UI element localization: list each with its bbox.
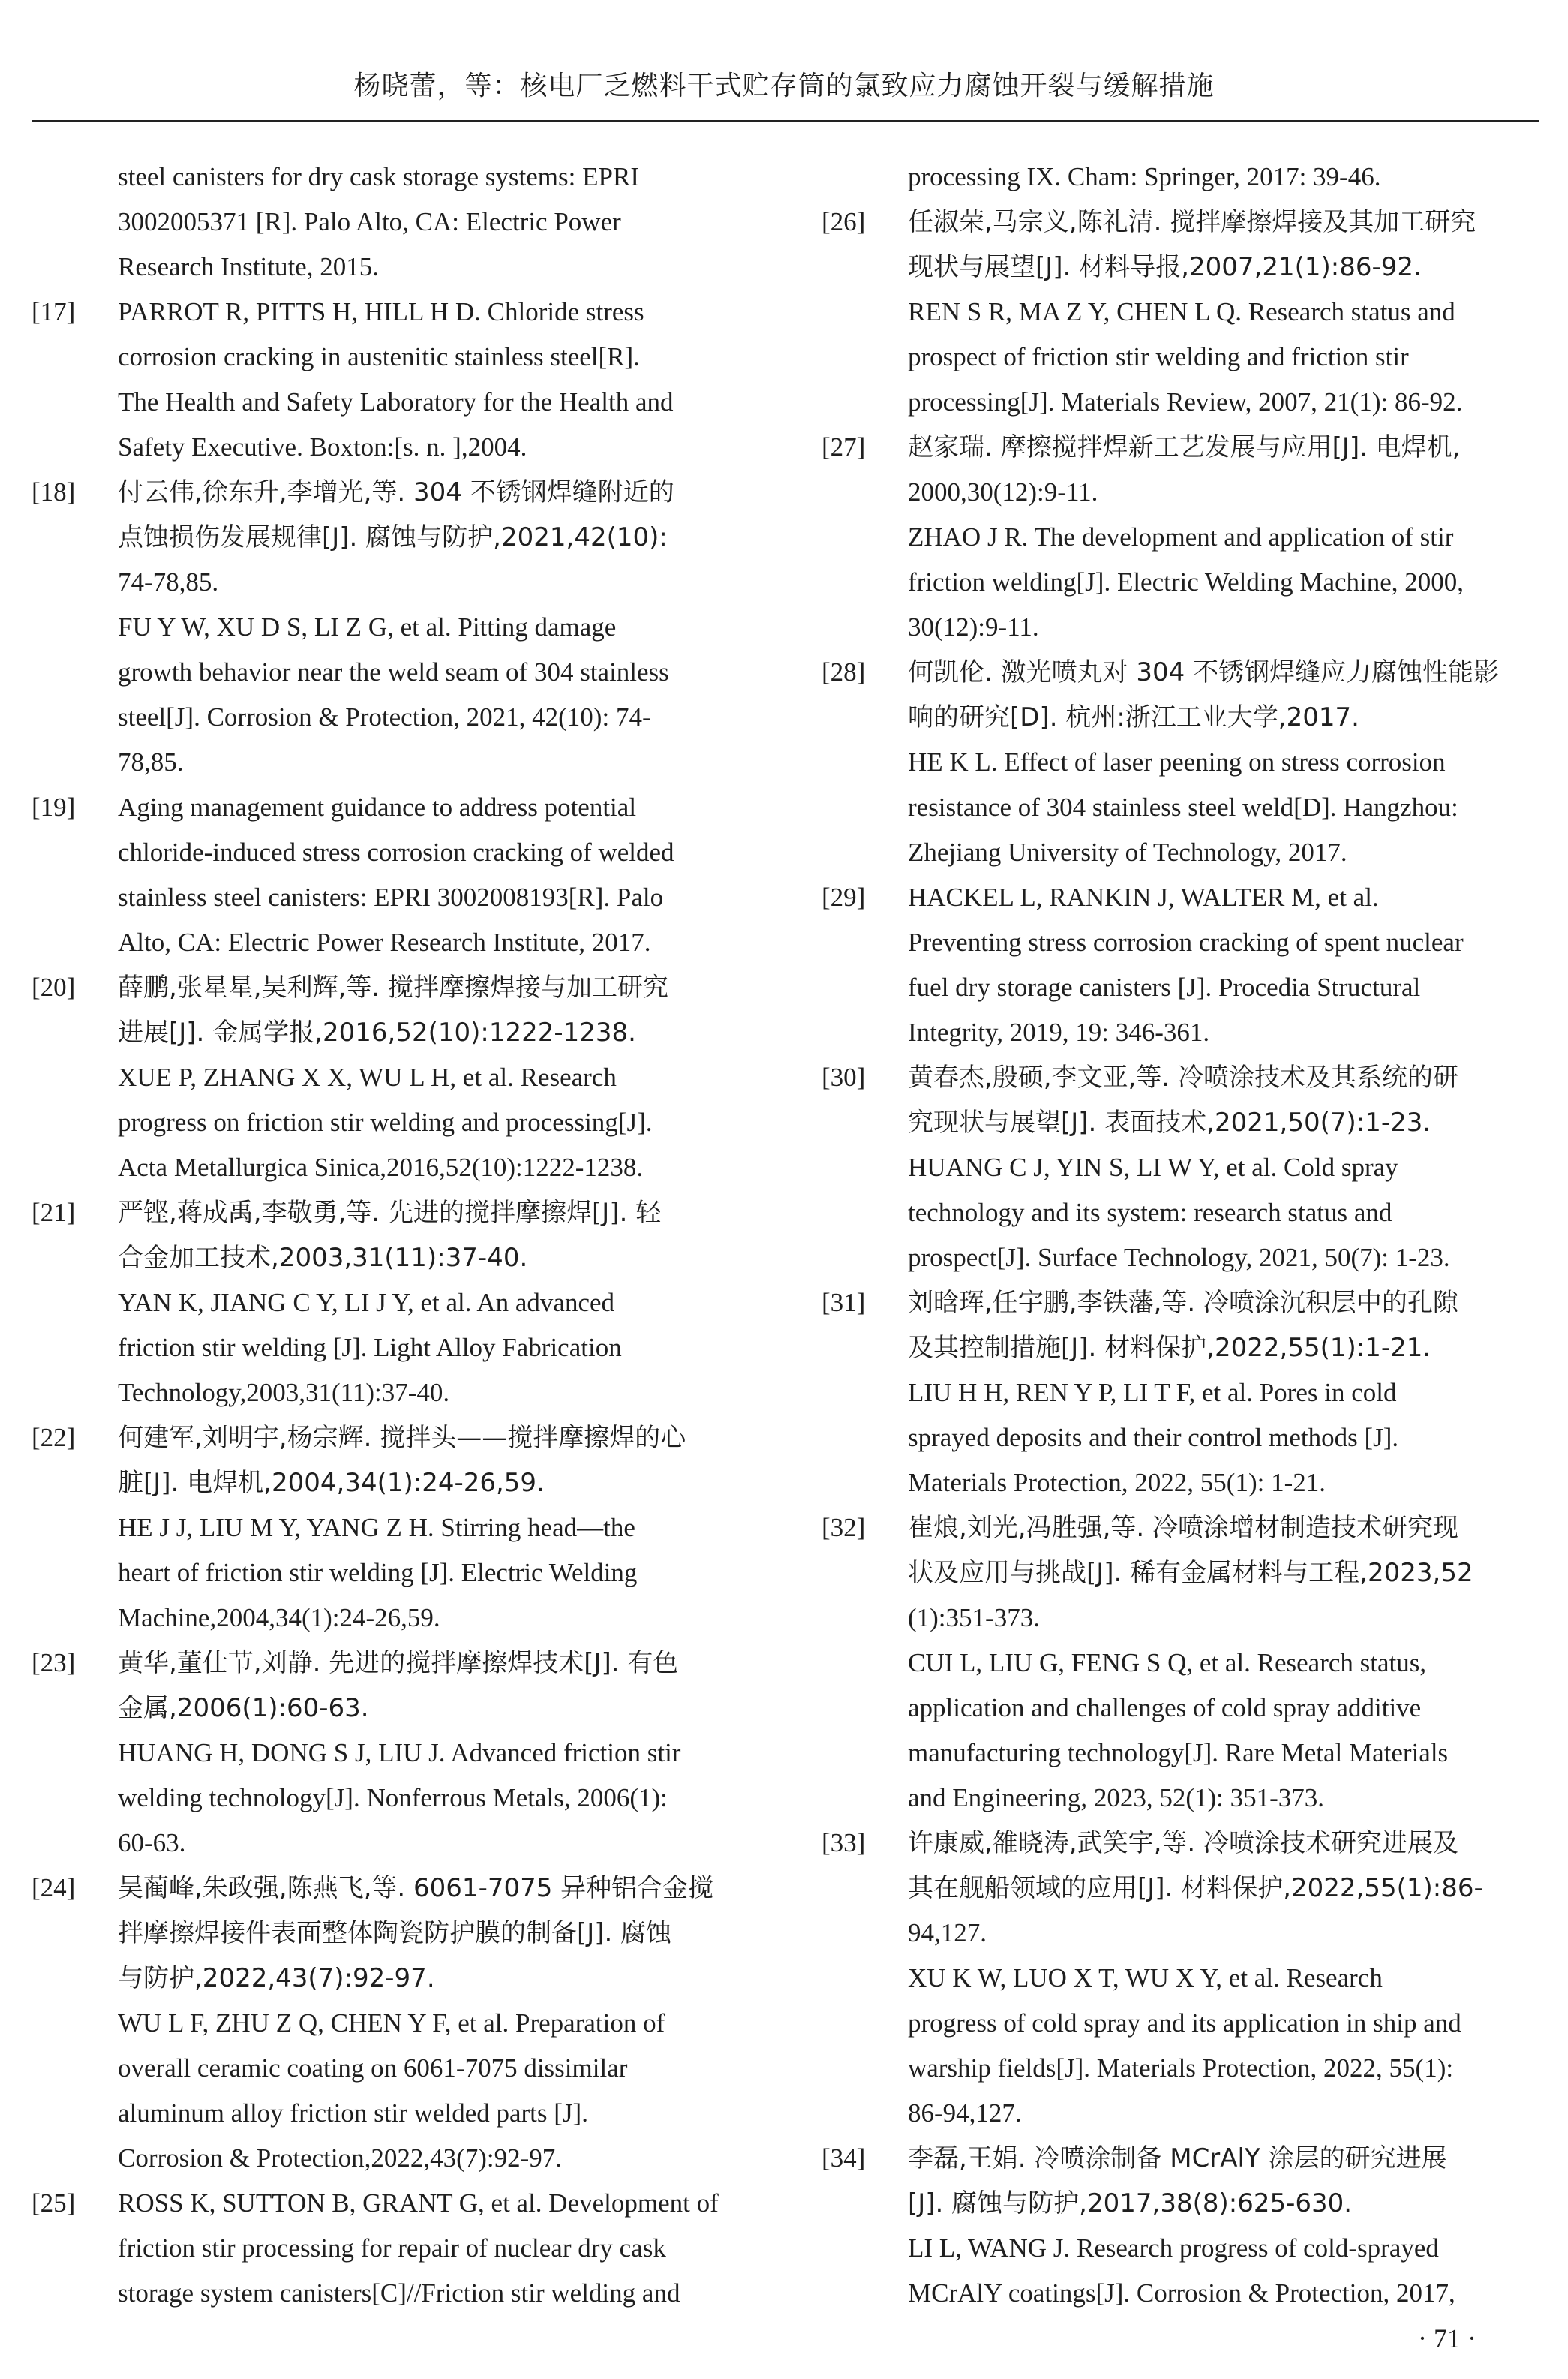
reference-entry [822, 875, 1568, 1055]
reference-line: progress of cold spray and its application in ship and [908, 2008, 1461, 2038]
reference-line: (1):351-373. [908, 1603, 1040, 1632]
running-header: 杨晓蕾，等：核电厂乏燃料干式贮存筒的氯致应力腐蚀开裂与缓解措施 [353, 71, 1215, 101]
reference-line: Zhejiang University of Technology, 2017. [908, 838, 1347, 867]
reference-line: 78,85. [118, 747, 184, 777]
reference-line: 及其控制措施[J]. 材料保护,2022,55(1):1-21. [908, 1333, 1431, 1363]
reference-number: [17] [32, 297, 76, 326]
reference-line: 脏[J]. 电焊机,2004,34(1):24-26,59. [118, 1468, 545, 1498]
reference-line: 与防护,2022,43(7):92-97. [118, 1963, 435, 1993]
reference-line: 拌摩擦焊接件表面整体陶瓷防护膜的制备[J]. 腐蚀 [118, 1918, 672, 1948]
reference-entry [32, 470, 792, 785]
reference-line: HUANG C J, YIN S, LI W Y, et al. Cold spray [908, 1153, 1398, 1182]
reference-line: 现状与展望[J]. 材料导报,2007,21(1):86-92. [908, 252, 1422, 282]
reference-line: HE K L. Effect of laser peening on stress corrosion [908, 747, 1446, 777]
reference-line: Corrosion & Protection,2022,43(7):92-97. [118, 2143, 563, 2173]
reference-line: resistance of 304 stainless steel weld[D]. Hangzhou: [908, 792, 1458, 822]
reference-number: [20] [32, 973, 76, 1002]
reference-line: fuel dry storage canisters [J]. Procedia Structural [908, 973, 1421, 1002]
reference-line: 点蚀损伤发展规律[J]. 腐蚀与防护,2021,42(10): [118, 522, 668, 552]
reference-line: growth behavior near the weld seam of 304 stainless [118, 657, 669, 687]
reference-entry [822, 200, 1568, 425]
reference-line: FU Y W, XU D S, LI Z G, et al. Pitting damage [118, 612, 617, 642]
reference-line: 严铿,蒋成禹,李敬勇,等. 先进的搅拌摩擦焊[J]. 轻 [118, 1198, 662, 1228]
reference-entry [32, 785, 792, 965]
reference-entry [32, 965, 792, 1190]
reference-line: Materials Protection, 2022, 55(1): 1-21. [908, 1468, 1326, 1497]
reference-entry [32, 155, 792, 290]
reference-entry [822, 1821, 1568, 2136]
reference-number: [28] [822, 657, 866, 687]
reference-line: 许康威,雒晓涛,武笑宇,等. 冷喷涂技术研究进展及 [908, 1828, 1459, 1858]
reference-entry [32, 1190, 792, 1415]
reference-column-left [32, 155, 792, 2316]
reference-column-right [822, 155, 1568, 2316]
reference-number: [26] [822, 207, 866, 236]
reference-line: HACKEL L, RANKIN J, WALTER M, et al. [908, 883, 1379, 912]
reference-entry [32, 1415, 792, 1641]
reference-line: 金属,2006(1):60-63. [118, 1693, 369, 1723]
reference-line: 何建军,刘明宇,杨宗辉. 搅拌头——搅拌摩擦焊的心 [118, 1423, 686, 1453]
reference-entry [32, 1866, 792, 2181]
reference-entry [822, 1055, 1568, 1280]
reference-line: stainless steel canisters: EPRI 3002008193[R]. Palo [118, 883, 664, 912]
reference-entry [822, 1280, 1568, 1505]
reference-line: HE J J, LIU M Y, YANG Z H. Stirring head—the [118, 1513, 635, 1542]
reference-line: progress on friction stir welding and processing[J]. [118, 1108, 653, 1137]
reference-number: [23] [32, 1648, 76, 1677]
reference-line: The Health and Safety Laboratory for the Health and [118, 387, 674, 417]
reference-entry [32, 290, 792, 470]
reference-line: ROSS K, SUTTON B, GRANT G, et al. Development of [118, 2188, 719, 2218]
reference-line: steel canisters for dry cask storage systems: EPRI [118, 162, 639, 191]
reference-line: 究现状与展望[J]. 表面技术,2021,50(7):1-23. [908, 1108, 1431, 1138]
reference-line: prospect of friction stir welding and friction stir [908, 342, 1409, 371]
reference-line: ZHAO J R. The development and application of stir [908, 522, 1454, 552]
reference-line: 何凯伦. 激光喷丸对 304 不锈钢焊缝应力腐蚀性能影 [908, 657, 1500, 687]
reference-line: PARROT R, PITTS H, HILL H D. Chloride stress [118, 297, 644, 326]
reference-number: [18] [32, 477, 76, 507]
reference-line: Machine,2004,34(1):24-26,59. [118, 1603, 440, 1632]
reference-line: 崔烺,刘光,冯胜强,等. 冷喷涂增材制造技术研究现 [908, 1513, 1459, 1543]
reference-line: aluminum alloy friction stir welded parts [J]. [118, 2098, 588, 2128]
reference-line: Technology,2003,31(11):37-40. [118, 1378, 450, 1407]
reference-line: CUI L, LIU G, FENG S Q, et al. Research status, [908, 1648, 1427, 1677]
reference-line: 其在舰船领域的应用[J]. 材料保护,2022,55(1):86- [908, 1873, 1483, 1903]
reference-number: [33] [822, 1828, 866, 1857]
reference-number: [25] [32, 2188, 76, 2218]
reference-entry [822, 650, 1568, 875]
reference-entry [32, 1641, 792, 1866]
reference-number: [22] [32, 1423, 76, 1452]
reference-line: chloride-induced stress corrosion cracking of welded [118, 838, 674, 867]
reference-number: [34] [822, 2143, 866, 2173]
reference-number: [31] [822, 1288, 866, 1317]
reference-line: 进展[J]. 金属学报,2016,52(10):1222-1238. [118, 1018, 636, 1048]
reference-line: Aging management guidance to address potential [118, 792, 637, 822]
reference-line: 黄华,董仕节,刘静. 先进的搅拌摩擦焊技术[J]. 有色 [118, 1648, 679, 1678]
reference-line: friction stir processing for repair of nuclear dry cask [118, 2233, 666, 2263]
reference-line: 响的研究[D]. 杭州:浙江工业大学,2017. [908, 702, 1359, 732]
page-number: · 71 · [1418, 2323, 1476, 2353]
reference-entry [822, 155, 1568, 200]
reference-line: friction stir welding [J]. Light Alloy Fabrication [118, 1333, 622, 1362]
reference-line: Research Institute, 2015. [118, 252, 379, 281]
reference-line: Preventing stress corrosion cracking of spent nuclear [908, 928, 1464, 957]
reference-line: LIU H H, REN Y P, LI T F, et al. Pores in cold [908, 1378, 1397, 1407]
reference-line: HUANG H, DONG S J, LIU J. Advanced friction stir [118, 1738, 681, 1767]
reference-number: [29] [822, 883, 866, 912]
reference-number: [27] [822, 432, 866, 462]
reference-line: 薛鹏,张星星,吴利辉,等. 搅拌摩擦焊接与加工研究 [118, 973, 669, 1003]
reference-entry [32, 2181, 792, 2316]
reference-line: Integrity, 2019, 19: 346-361. [908, 1018, 1210, 1047]
reference-line: Safety Executive. Boxton:[s. n. ],2004. [118, 432, 527, 462]
reference-line: 李磊,王娟. 冷喷涂制备 MCrAlY 涂层的研究进展 [908, 2143, 1447, 2173]
reference-line: storage system canisters[C]//Friction stir welding and [118, 2278, 680, 2308]
reference-line: processing IX. Cham: Springer, 2017: 39-46. [908, 162, 1381, 191]
reference-line: Alto, CA: Electric Power Research Institute, 2017. [118, 928, 651, 957]
reference-line: 合金加工技术,2003,31(11):37-40. [118, 1243, 528, 1273]
reference-line: 吴蔺峰,朱政强,陈燕飞,等. 6061-7075 异种铝合金搅 [118, 1873, 714, 1903]
reference-line: 状及应用与挑战[J]. 稀有金属材料与工程,2023,52 [908, 1558, 1473, 1588]
reference-line: XUE P, ZHANG X X, WU L H, et al. Research [118, 1063, 617, 1092]
reference-line: 赵家瑞. 摩擦搅拌焊新工艺发展与应用[J]. 电焊机, [908, 432, 1461, 462]
reference-line: 付云伟,徐东升,李增光,等. 304 不锈钢焊缝附近的 [118, 477, 674, 507]
reference-line: 刘晗珲,任宇鹏,李铁藩,等. 冷喷涂沉积层中的孔隙 [908, 1288, 1459, 1318]
reference-number: [21] [32, 1198, 76, 1227]
reference-line: 86-94,127. [908, 2098, 1022, 2128]
reference-line: overall ceramic coating on 6061-7075 dissimilar [118, 2053, 628, 2083]
reference-line: welding technology[J]. Nonferrous Metals, 2006(1): [118, 1783, 668, 1812]
reference-line: 2000,30(12):9-11. [908, 477, 1098, 507]
reference-line: 黄春杰,殷硕,李文亚,等. 冷喷涂技术及其系统的研 [908, 1063, 1459, 1093]
reference-entry [822, 2136, 1568, 2316]
reference-line: 3002005371 [R]. Palo Alto, CA: Electric Power [118, 207, 621, 236]
reference-line: sprayed deposits and their control methods [J]. [908, 1423, 1399, 1452]
reference-line: 任淑荣,马宗义,陈礼清. 搅拌摩擦焊接及其加工研究 [908, 207, 1476, 237]
reference-line: application and challenges of cold spray additive [908, 1693, 1422, 1722]
reference-entry [822, 425, 1568, 650]
reference-line: and Engineering, 2023, 52(1): 351-373. [908, 1783, 1325, 1812]
reference-number: [19] [32, 792, 76, 822]
reference-line: [J]. 腐蚀与防护,2017,38(8):625-630. [908, 2188, 1353, 2218]
reference-line: WU L F, ZHU Z Q, CHEN Y F, et al. Preparation of [118, 2008, 665, 2038]
reference-line: MCrAlY coatings[J]. Corrosion & Protection, 2017, [908, 2278, 1455, 2308]
reference-line: prospect[J]. Surface Technology, 2021, 50(7): 1-23. [908, 1243, 1450, 1272]
reference-line: corrosion cracking in austenitic stainless steel[R]. [118, 342, 640, 371]
reference-entry [822, 1505, 1568, 1821]
reference-line: warship fields[J]. Materials Protection, 2022, 55(1): [908, 2053, 1454, 2083]
reference-number: [24] [32, 1873, 76, 1902]
reference-line: 60-63. [118, 1828, 186, 1857]
reference-line: 94,127. [908, 1918, 987, 1947]
reference-line: Acta Metallurgica Sinica,2016,52(10):1222-1238. [118, 1153, 644, 1182]
reference-line: 30(12):9-11. [908, 612, 1039, 642]
reference-line: heart of friction stir welding [J]. Electric Welding [118, 1558, 638, 1587]
reference-line: friction welding[J]. Electric Welding Machine, 2000, [908, 567, 1464, 597]
reference-line: processing[J]. Materials Review, 2007, 21(1): 86-92. [908, 387, 1463, 417]
reference-number: [30] [822, 1063, 866, 1092]
header-rule [32, 120, 1539, 122]
reference-line: REN S R, MA Z Y, CHEN L Q. Research status and [908, 297, 1455, 326]
reference-number: [32] [822, 1513, 866, 1542]
reference-line: YAN K, JIANG C Y, LI J Y, et al. An advanced [118, 1288, 615, 1317]
reference-line: manufacturing technology[J]. Rare Metal Materials [908, 1738, 1449, 1767]
reference-line: XU K W, LUO X T, WU X Y, et al. Research [908, 1963, 1383, 1993]
reference-line: LI L, WANG J. Research progress of cold-sprayed [908, 2233, 1439, 2263]
reference-line: technology and its system: research status and [908, 1198, 1392, 1227]
reference-line: steel[J]. Corrosion & Protection, 2021, 42(10): 74- [118, 702, 651, 732]
reference-line: 74-78,85. [118, 567, 219, 597]
